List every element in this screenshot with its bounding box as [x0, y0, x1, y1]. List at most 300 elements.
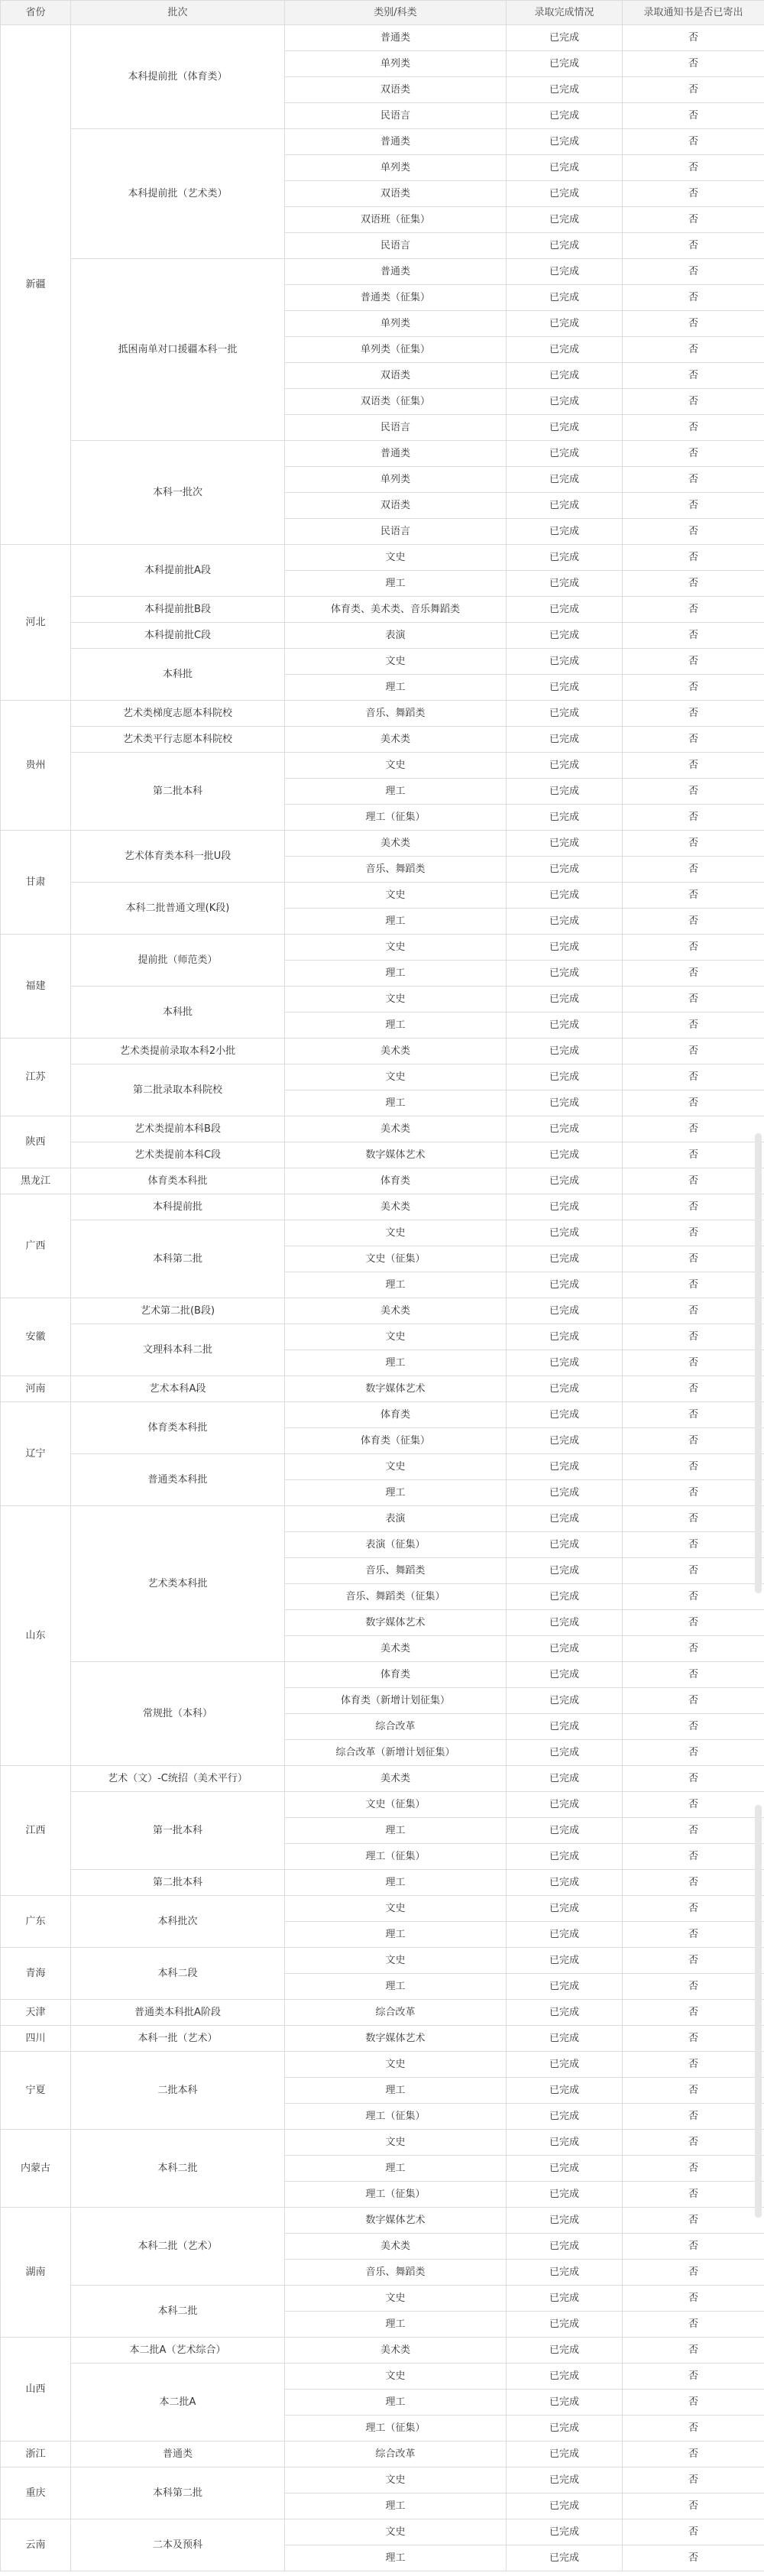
admission-status-cell: 已完成 — [507, 909, 623, 935]
notice-mailed-cell: 否 — [623, 1896, 764, 1922]
table-row — [1, 2208, 764, 2234]
notice-mailed-cell: 否 — [623, 2000, 764, 2026]
admission-status-cell: 已完成 — [507, 415, 623, 441]
admission-status-cell: 已完成 — [507, 727, 623, 753]
notice-mailed-cell: 否 — [623, 1272, 764, 1298]
province-cell: 江西 — [1, 1766, 71, 1896]
category-cell: 理工（征集） — [285, 1844, 507, 1870]
notice-mailed-cell: 否 — [623, 1298, 764, 1324]
batch-cell: 抵困南单对口援疆本科一批 — [71, 259, 285, 441]
notice-mailed-cell: 否 — [623, 415, 764, 441]
notice-mailed-cell: 否 — [623, 207, 764, 233]
batch-cell: 本科提前批 — [71, 1194, 285, 1220]
batch-cell: 本科提前批B段 — [71, 597, 285, 623]
table-row — [1, 987, 764, 1013]
province-cell: 江苏 — [1, 1039, 71, 1116]
admission-status-cell: 已完成 — [507, 1922, 623, 1948]
batch-cell: 普通类本科批A阶段 — [71, 2000, 285, 2026]
admission-status-cell: 已完成 — [507, 2545, 623, 2571]
notice-mailed-cell: 否 — [623, 493, 764, 519]
batch-cell: 艺术（文）-C统招（美术平行） — [71, 1766, 285, 1792]
admission-status-cell: 已完成 — [507, 363, 623, 389]
notice-mailed-cell: 否 — [623, 1064, 764, 1090]
notice-mailed-cell: 否 — [623, 1246, 764, 1272]
category-cell: 双语类（征集） — [285, 389, 507, 415]
notice-mailed-cell: 否 — [623, 987, 764, 1013]
admission-status-cell: 已完成 — [507, 597, 623, 623]
batch-cell: 本科第二批 — [71, 2467, 285, 2519]
category-cell: 体育类 — [285, 1662, 507, 1688]
notice-mailed-cell: 否 — [623, 1922, 764, 1948]
admission-status-cell: 已完成 — [507, 2156, 623, 2182]
admission-status-cell: 已完成 — [507, 1948, 623, 1974]
table-row — [1, 2000, 764, 2026]
admission-status-cell: 已完成 — [507, 1454, 623, 1480]
batch-cell: 艺术本科A段 — [71, 1376, 285, 1402]
admission-status-cell: 已完成 — [507, 259, 623, 285]
batch-cell: 艺术体育类本科一批U段 — [71, 831, 285, 883]
admission-status-cell: 已完成 — [507, 883, 623, 909]
category-cell: 单列类 — [285, 51, 507, 77]
notice-mailed-cell: 否 — [623, 1013, 764, 1039]
admission-status-cell: 已完成 — [507, 1194, 623, 1220]
province-cell: 黑龙江 — [1, 1168, 71, 1194]
table-row — [1, 1506, 764, 1532]
category-cell: 理工（征集） — [285, 805, 507, 831]
table-row — [1, 545, 764, 571]
notice-mailed-cell: 否 — [623, 571, 764, 597]
table-row — [1, 25, 764, 51]
notice-mailed-cell: 否 — [623, 77, 764, 103]
category-cell: 数字媒体艺术 — [285, 1376, 507, 1402]
notice-mailed-cell: 否 — [623, 519, 764, 545]
table-row — [1, 1376, 764, 1402]
province-cell: 河南 — [1, 1376, 71, 1402]
category-cell: 文史 — [285, 1454, 507, 1480]
header-batch: 批次 — [71, 1, 285, 25]
notice-mailed-cell: 否 — [623, 2442, 764, 2467]
batch-cell: 普通类 — [71, 2442, 285, 2467]
category-cell: 普通类 — [285, 25, 507, 51]
table-row — [1, 1142, 764, 1168]
category-cell: 理工 — [285, 1090, 507, 1116]
admission-status-cell: 已完成 — [507, 1402, 623, 1428]
batch-cell: 本科二批 — [71, 2286, 285, 2338]
category-cell: 理工 — [285, 1350, 507, 1376]
batch-cell: 本科批次 — [71, 1896, 285, 1948]
admission-status-cell: 已完成 — [507, 129, 623, 155]
notice-mailed-cell: 否 — [623, 1636, 764, 1662]
notice-mailed-cell: 否 — [623, 909, 764, 935]
batch-cell: 艺术类提前录取本科2小批 — [71, 1039, 285, 1064]
category-cell: 双语班（征集） — [285, 207, 507, 233]
category-cell: 理工 — [285, 675, 507, 701]
table-row — [1, 1896, 764, 1922]
province-cell: 宁夏 — [1, 2052, 71, 2130]
notice-mailed-cell: 否 — [623, 1584, 764, 1610]
notice-mailed-cell: 否 — [623, 181, 764, 207]
batch-cell: 本科二段 — [71, 1948, 285, 2000]
category-cell: 综合改革 — [285, 2442, 507, 2467]
admission-status-cell: 已完成 — [507, 753, 623, 779]
batch-cell: 文理科本科二批 — [71, 1324, 285, 1376]
category-cell: 音乐、舞蹈类 — [285, 1558, 507, 1584]
notice-mailed-cell: 否 — [623, 2545, 764, 2571]
category-cell: 表演 — [285, 623, 507, 649]
admission-status-cell: 已完成 — [507, 545, 623, 571]
province-cell: 内蒙古 — [1, 2130, 71, 2208]
category-cell: 美术类 — [285, 1636, 507, 1662]
table-row — [1, 1870, 764, 1896]
category-cell: 文史 — [285, 2052, 507, 2078]
table-row — [1, 1298, 764, 1324]
admission-status-cell: 已完成 — [507, 2182, 623, 2208]
province-cell: 广西 — [1, 1194, 71, 1298]
notice-mailed-cell: 否 — [623, 2390, 764, 2416]
category-cell: 理工 — [285, 571, 507, 597]
notice-mailed-cell: 否 — [623, 2286, 764, 2312]
notice-mailed-cell: 否 — [623, 1766, 764, 1792]
province-cell: 安徽 — [1, 1298, 71, 1376]
notice-mailed-cell: 否 — [623, 1454, 764, 1480]
notice-mailed-cell: 否 — [623, 2026, 764, 2052]
notice-mailed-cell: 否 — [623, 2260, 764, 2286]
notice-mailed-cell: 否 — [623, 857, 764, 883]
admission-status-cell: 已完成 — [507, 1558, 623, 1584]
notice-mailed-cell: 否 — [623, 441, 764, 467]
admission-status-cell: 已完成 — [507, 649, 623, 675]
notice-mailed-cell: 否 — [623, 1870, 764, 1896]
table-row — [1, 701, 764, 727]
province-cell: 青海 — [1, 1948, 71, 2000]
notice-mailed-cell: 否 — [623, 1818, 764, 1844]
category-cell: 理工 — [285, 961, 507, 987]
admission-status-cell: 已完成 — [507, 1844, 623, 1870]
category-cell: 文史 — [285, 2364, 507, 2390]
admission-status-cell: 已完成 — [507, 2519, 623, 2545]
admission-status-cell: 已完成 — [507, 441, 623, 467]
admission-status-cell: 已完成 — [507, 1896, 623, 1922]
notice-mailed-cell: 否 — [623, 1558, 764, 1584]
table-row — [1, 649, 764, 675]
notice-mailed-cell: 否 — [623, 1792, 764, 1818]
admission-status-cell: 已完成 — [507, 961, 623, 987]
province-cell: 四川 — [1, 2026, 71, 2052]
admission-status-cell: 已完成 — [507, 1376, 623, 1402]
notice-mailed-cell: 否 — [623, 1506, 764, 1532]
table-row — [1, 1454, 764, 1480]
notice-mailed-cell: 否 — [623, 883, 764, 909]
table-row — [1, 1662, 764, 1688]
province-cell: 河北 — [1, 545, 71, 701]
admission-status-cell: 已完成 — [507, 25, 623, 51]
category-cell: 音乐、舞蹈类 — [285, 701, 507, 727]
table-row — [1, 623, 764, 649]
category-cell: 文史 — [285, 1324, 507, 1350]
admission-status-cell: 已完成 — [507, 1428, 623, 1454]
scrollbar[interactable] — [755, 1805, 762, 2218]
batch-cell: 艺术类梯度志愿本科院校 — [71, 701, 285, 727]
notice-mailed-cell: 否 — [623, 1194, 764, 1220]
category-cell: 美术类 — [285, 1039, 507, 1064]
admission-status-cell: 已完成 — [507, 1324, 623, 1350]
admission-status-cell: 已完成 — [507, 207, 623, 233]
notice-mailed-cell: 否 — [623, 2467, 764, 2493]
notice-mailed-cell: 否 — [623, 51, 764, 77]
category-cell: 理工 — [285, 1480, 507, 1506]
province-cell: 湖南 — [1, 2208, 71, 2338]
admission-status-cell: 已完成 — [507, 1610, 623, 1636]
table-row — [1, 1324, 764, 1350]
province-cell: 山西 — [1, 2338, 71, 2442]
category-cell: 文史 — [285, 545, 507, 571]
admission-status-cell: 已完成 — [507, 1350, 623, 1376]
category-cell: 民语言 — [285, 415, 507, 441]
admission-status-cell: 已完成 — [507, 1532, 623, 1558]
category-cell: 体育类 — [285, 1168, 507, 1194]
admission-status-cell: 已完成 — [507, 1714, 623, 1740]
admission-status-cell: 已完成 — [507, 1298, 623, 1324]
category-cell: 文史 — [285, 1896, 507, 1922]
batch-cell: 本科一批次 — [71, 441, 285, 545]
category-cell: 理工 — [285, 1974, 507, 2000]
batch-cell: 艺术第二批(B段) — [71, 1298, 285, 1324]
category-cell: 文史（征集） — [285, 1792, 507, 1818]
admission-status-cell: 已完成 — [507, 2312, 623, 2338]
category-cell: 单列类 — [285, 311, 507, 337]
category-cell: 文史 — [285, 649, 507, 675]
table-row — [1, 2519, 764, 2545]
notice-mailed-cell: 否 — [623, 1662, 764, 1688]
admission-status-cell: 已完成 — [507, 1506, 623, 1532]
table-row — [1, 2467, 764, 2493]
scrollbar[interactable] — [755, 1133, 762, 1593]
category-cell: 音乐、舞蹈类（征集） — [285, 1584, 507, 1610]
batch-cell: 本科提前批（艺术类） — [71, 129, 285, 259]
admission-status-cell: 已完成 — [507, 1220, 623, 1246]
category-cell: 双语类 — [285, 493, 507, 519]
notice-mailed-cell: 否 — [623, 285, 764, 311]
category-cell: 理工（征集） — [285, 2182, 507, 2208]
notice-mailed-cell: 否 — [623, 2208, 764, 2234]
notice-mailed-cell: 否 — [623, 1532, 764, 1558]
notice-mailed-cell: 否 — [623, 25, 764, 51]
table-row — [1, 935, 764, 961]
notice-mailed-cell: 否 — [623, 1428, 764, 1454]
admission-status-cell: 已完成 — [507, 805, 623, 831]
admission-status-cell: 已完成 — [507, 1792, 623, 1818]
table-row — [1, 2130, 764, 2156]
category-cell: 单列类（征集） — [285, 337, 507, 363]
admission-status-cell: 已完成 — [507, 2078, 623, 2104]
category-cell: 美术类 — [285, 1298, 507, 1324]
category-cell: 文史 — [285, 935, 507, 961]
admission-status-cell: 已完成 — [507, 2104, 623, 2130]
admission-status-cell: 已完成 — [507, 1090, 623, 1116]
table-row — [1, 597, 764, 623]
admission-status-cell: 已完成 — [507, 2467, 623, 2493]
batch-cell: 本科一批（艺术） — [71, 2026, 285, 2052]
table-row — [1, 1116, 764, 1142]
table-row — [1, 883, 764, 909]
admission-status-cell: 已完成 — [507, 701, 623, 727]
category-cell: 普通类 — [285, 129, 507, 155]
admission-status-cell: 已完成 — [507, 1246, 623, 1272]
category-cell: 综合改革（新增计划征集） — [285, 1740, 507, 1766]
header-admission-status: 录取完成情况 — [507, 1, 623, 25]
category-cell: 文史 — [285, 753, 507, 779]
table-row — [1, 2364, 764, 2390]
notice-mailed-cell: 否 — [623, 2364, 764, 2390]
table-row — [1, 1792, 764, 1818]
notice-mailed-cell: 否 — [623, 753, 764, 779]
admission-status-cell: 已完成 — [507, 623, 623, 649]
category-cell: 理工 — [285, 2156, 507, 2182]
province-cell: 重庆 — [1, 2467, 71, 2519]
admission-status-cell: 已完成 — [507, 389, 623, 415]
notice-mailed-cell: 否 — [623, 2416, 764, 2442]
batch-cell: 体育类本科批 — [71, 1402, 285, 1454]
admission-status-cell: 已完成 — [507, 155, 623, 181]
notice-mailed-cell: 否 — [623, 701, 764, 727]
category-cell: 音乐、舞蹈类 — [285, 857, 507, 883]
category-cell: 理工 — [285, 2493, 507, 2519]
batch-cell: 二本及预科 — [71, 2519, 285, 2571]
table-row — [1, 1402, 764, 1428]
table-row — [1, 2026, 764, 2052]
table-row — [1, 753, 764, 779]
batch-cell: 普通类本科批 — [71, 1454, 285, 1506]
notice-mailed-cell: 否 — [623, 1714, 764, 1740]
notice-mailed-cell: 否 — [623, 1688, 764, 1714]
category-cell: 理工（征集） — [285, 2416, 507, 2442]
category-cell: 文史（征集） — [285, 1246, 507, 1272]
category-cell: 表演 — [285, 1506, 507, 1532]
notice-mailed-cell: 否 — [623, 1948, 764, 1974]
category-cell: 普通类（征集） — [285, 285, 507, 311]
admission-status-cell: 已完成 — [507, 1039, 623, 1064]
table-header-row — [1, 1, 764, 25]
table-row — [1, 2286, 764, 2312]
notice-mailed-cell: 否 — [623, 805, 764, 831]
admission-status-cell: 已完成 — [507, 103, 623, 129]
notice-mailed-cell: 否 — [623, 1376, 764, 1402]
notice-mailed-cell: 否 — [623, 389, 764, 415]
admission-status-cell: 已完成 — [507, 337, 623, 363]
category-cell: 文史 — [285, 2467, 507, 2493]
batch-cell: 艺术类平行志愿本科院校 — [71, 727, 285, 753]
admission-status-cell: 已完成 — [507, 1870, 623, 1896]
batch-cell: 本科二批 — [71, 2130, 285, 2208]
category-cell: 文史 — [285, 2519, 507, 2545]
admission-status-cell: 已完成 — [507, 1636, 623, 1662]
category-cell: 理工 — [285, 2078, 507, 2104]
category-cell: 理工 — [285, 2545, 507, 2571]
notice-mailed-cell: 否 — [623, 2130, 764, 2156]
notice-mailed-cell: 否 — [623, 1220, 764, 1246]
admission-status-cell: 已完成 — [507, 675, 623, 701]
category-cell: 理工 — [285, 2390, 507, 2416]
notice-mailed-cell: 否 — [623, 1402, 764, 1428]
category-cell: 表演（征集） — [285, 1532, 507, 1558]
notice-mailed-cell: 否 — [623, 1142, 764, 1168]
notice-mailed-cell: 否 — [623, 259, 764, 285]
batch-cell: 本二批A — [71, 2364, 285, 2442]
category-cell: 文史 — [285, 883, 507, 909]
category-cell: 文史 — [285, 1948, 507, 1974]
table-row — [1, 727, 764, 753]
batch-cell: 提前批（师范类） — [71, 935, 285, 987]
category-cell: 普通类 — [285, 259, 507, 285]
notice-mailed-cell: 否 — [623, 961, 764, 987]
notice-mailed-cell: 否 — [623, 727, 764, 753]
category-cell: 单列类 — [285, 467, 507, 493]
province-cell: 天津 — [1, 2000, 71, 2026]
category-cell: 双语类 — [285, 77, 507, 103]
admission-status-cell: 已完成 — [507, 2000, 623, 2026]
batch-cell: 艺术类本科批 — [71, 1506, 285, 1662]
admission-status-cell: 已完成 — [507, 1688, 623, 1714]
batch-cell: 第一批本科 — [71, 1792, 285, 1870]
category-cell: 理工 — [285, 1870, 507, 1896]
province-cell: 甘肃 — [1, 831, 71, 935]
admission-status-cell: 已完成 — [507, 1818, 623, 1844]
province-cell: 辽宁 — [1, 1402, 71, 1506]
notice-mailed-cell: 否 — [623, 155, 764, 181]
notice-mailed-cell: 否 — [623, 1480, 764, 1506]
admission-status-cell: 已完成 — [507, 181, 623, 207]
admission-status-cell: 已完成 — [507, 1974, 623, 2000]
table-row — [1, 1948, 764, 1974]
admission-status-cell: 已完成 — [507, 2130, 623, 2156]
notice-mailed-cell: 否 — [623, 2052, 764, 2078]
batch-cell: 艺术类提前本科B段 — [71, 1116, 285, 1142]
category-cell: 理工 — [285, 1818, 507, 1844]
admission-status-cell: 已完成 — [507, 1116, 623, 1142]
notice-mailed-cell: 否 — [623, 1116, 764, 1142]
category-cell: 文史 — [285, 1064, 507, 1090]
category-cell: 美术类 — [285, 727, 507, 753]
table-row — [1, 1220, 764, 1246]
batch-cell: 二批本科 — [71, 2052, 285, 2130]
category-cell: 理工 — [285, 1013, 507, 1039]
notice-mailed-cell: 否 — [623, 1610, 764, 1636]
category-cell: 民语言 — [285, 519, 507, 545]
admission-status-cell: 已完成 — [507, 2286, 623, 2312]
category-cell: 理工 — [285, 1922, 507, 1948]
category-cell: 综合改革 — [285, 2000, 507, 2026]
category-cell: 民语言 — [285, 233, 507, 259]
notice-mailed-cell: 否 — [623, 935, 764, 961]
header-category: 类别/科类 — [285, 1, 507, 25]
admission-status-cell: 已完成 — [507, 857, 623, 883]
table-row — [1, 2052, 764, 2078]
table-row — [1, 441, 764, 467]
admission-status-cell: 已完成 — [507, 2338, 623, 2364]
category-cell: 综合改革 — [285, 1714, 507, 1740]
batch-cell: 本科批 — [71, 649, 285, 701]
category-cell: 理工 — [285, 779, 507, 805]
admission-status-cell: 已完成 — [507, 311, 623, 337]
admission-status-cell: 已完成 — [507, 2493, 623, 2519]
notice-mailed-cell: 否 — [623, 2156, 764, 2182]
batch-cell: 本二批A（艺术综合） — [71, 2338, 285, 2364]
category-cell: 单列类 — [285, 155, 507, 181]
table-row — [1, 1064, 764, 1090]
category-cell: 体育类（新增计划征集） — [285, 1688, 507, 1714]
table-row — [1, 2442, 764, 2467]
notice-mailed-cell: 否 — [623, 363, 764, 389]
